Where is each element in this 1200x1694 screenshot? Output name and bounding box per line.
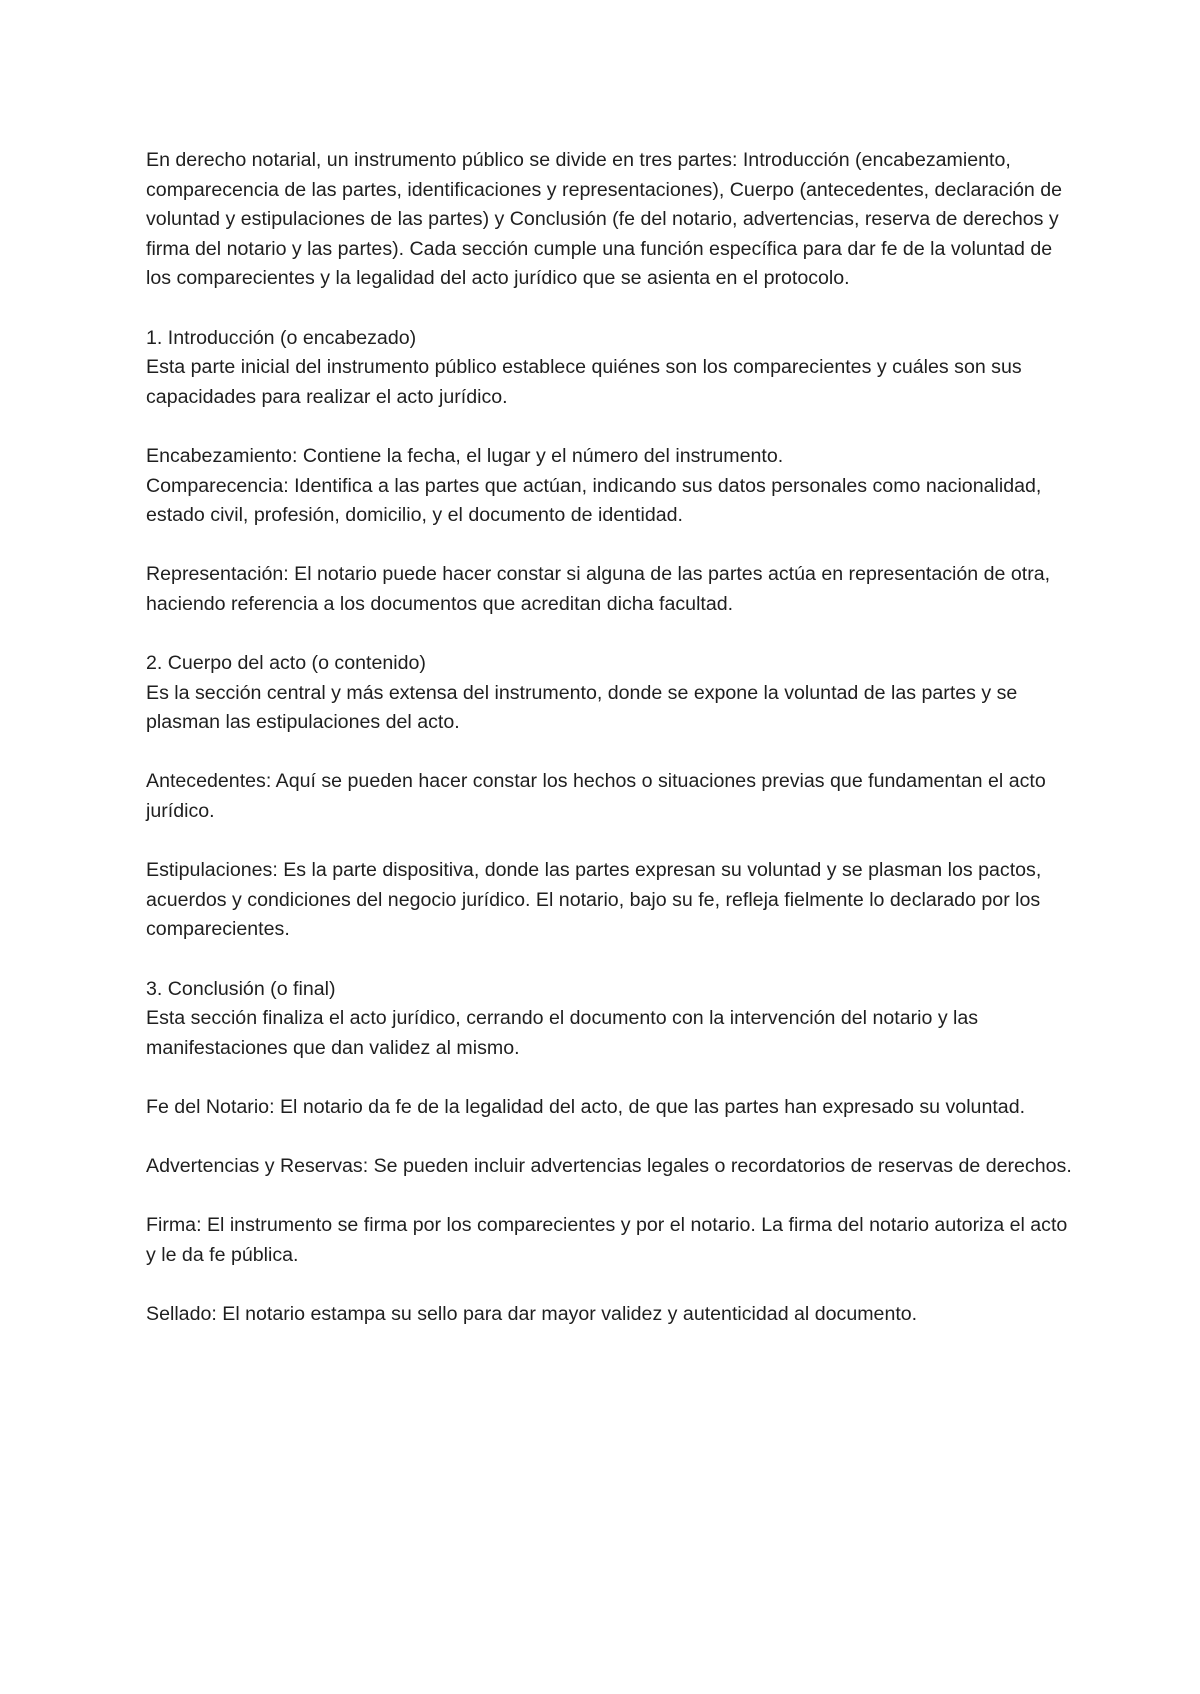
advertencias-paragraph: Advertencias y Reservas: Se pueden incluir advertencias legales o recordatorios de reservas de derechos. xyxy=(146,1155,1072,1178)
sellado-paragraph: Sellado: El notario estampa su sello para dar mayor validez y autenticidad al documento. xyxy=(146,1303,918,1326)
representacion-paragraph: Representación: El notario puede hacer constar si alguna de las partes actúa en representación de otra, haciendo referencia a los documentos que acreditan dicha facultad. xyxy=(146,563,1051,615)
section-1-items xyxy=(146,442,1076,531)
document-body xyxy=(146,146,1076,1359)
estipulaciones-paragraph: Estipulaciones: Es la parte dispositiva, donde las partes expresan su voluntad y se plasman los pactos, acuerdos y condiciones del negocio jurídico. El notario, bajo su fe, refleja fielmente lo declarado por los comparecientes. xyxy=(146,859,1042,941)
firma-paragraph: Firma: El instrumento se firma por los comparecientes y por el notario. La firma del notario autoriza el acto y le da fe pública. xyxy=(146,1214,1068,1266)
encabezamiento-paragraph: Encabezamiento: Contiene la fecha, el lugar y el número del instrumento. xyxy=(146,444,784,467)
section-2-heading: 2. Cuerpo del acto (o contenido) xyxy=(146,652,426,675)
fe-notario-paragraph: Fe del Notario: El notario da fe de la legalidad del acto, de que las partes han expresado su voluntad. xyxy=(146,1096,1026,1118)
section-1 xyxy=(146,324,1076,413)
section-2 xyxy=(146,649,1076,738)
comparecencia-paragraph: Comparecencia: Identifica a las partes que actúan, indicando sus datos personales como nacionalidad, estado civil, profesión, domicilio, y el documento de identidad. xyxy=(146,474,1042,527)
section-3-description: Esta sección finaliza el acto jurídico, cerrando el documento con la intervención del notario y las manifestaciones que dan validez al mismo. xyxy=(146,1007,979,1059)
section-2-description: Es la sección central y más extensa del instrumento, donde se expone la voluntad de las partes y se plasman las estipulaciones del acto. xyxy=(146,681,1018,734)
antecedentes-paragraph: Antecedentes: Aquí se pueden hacer constar los hechos o situaciones previas que fundamentan el acto jurídico. xyxy=(146,770,1046,823)
section-3-heading: 3. Conclusión (o final) xyxy=(146,977,336,1000)
section-3 xyxy=(146,975,1076,1064)
section-1-description: Esta parte inicial del instrumento público establece quiénes son los comparecientes y cuáles son sus capacidades para realizar el acto jurídico. xyxy=(146,356,1022,408)
section-1-heading: 1. Introducción (o encabezado) xyxy=(146,326,417,349)
intro-paragraph: En derecho notarial, un instrumento público se divide en tres partes: Introducción (encabezamiento, comparecencia de las partes, identificaciones y representaciones), Cuerpo (antecedentes, declaración de voluntad y estipulaciones de las partes) y Conclusión (fe del notario, advertencias, reserva de derechos y firma del notario y las partes). Cada sección cumple una función específica para dar fe de la voluntad de los comparecientes y la legalidad del acto jurídico que se asienta en el protocolo. xyxy=(146,149,1062,290)
